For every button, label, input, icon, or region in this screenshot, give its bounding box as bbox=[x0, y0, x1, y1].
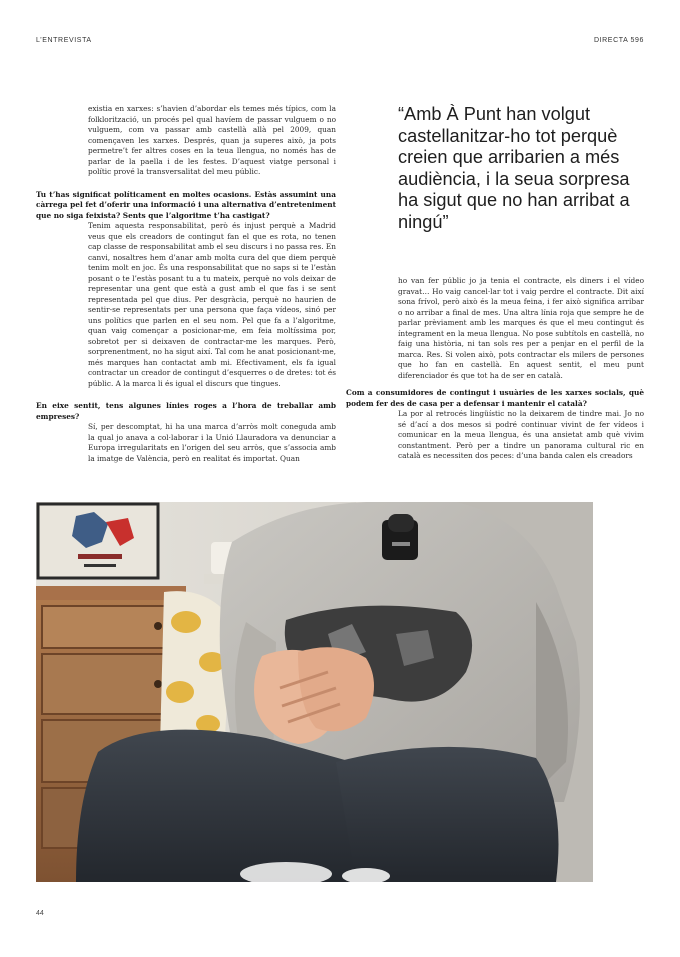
question-3: Com a consumidores de contingut i usuàries de les xarxes socials, què podem fer des de casa per a defensar i mantenir el català? bbox=[346, 388, 644, 408]
answer-3: La por al retrocés lingüístic no la deixarem de tindre mai. Jo no sé d’ací a dos mesos si podré continuar vivint de fer vídeos i comunicar en la meua llengua, és una ansietat amb què vivim constantment. Però per a tindre un panorama cultural ric en català es necessiten dos peces: d’una banda calen els creadors bbox=[398, 409, 644, 460]
jeans bbox=[76, 730, 559, 882]
microphone bbox=[382, 514, 418, 560]
section-label: L’ENTREVISTA bbox=[36, 37, 92, 44]
wall-poster bbox=[38, 504, 158, 578]
interview-photo bbox=[36, 502, 593, 882]
intro-paragraph: existia en xarxes: s’havien d’abordar els temes més típics, com la folklorització, un procés pel qual havíem de passar vulguem o no vulguem, com va passar amb castellà allà pel 2009, quan començaven les xarxes. Després, quan ja superes això, ja pots permetre’t fer altres coses en la teua llengua, no només has de parlar de la paella i de les festes. D’aquest viatge personal i polític prové la transversalitat del meu públic. bbox=[88, 104, 336, 176]
right-column bbox=[346, 276, 644, 462]
answer-2-continued: ho van fer públic jo ja tenia el contracte, els diners i el vídeo gravat… Ho vaig cancel·lar tot i vaig perdre el contracte. Dit així sona frívol, però això és la meua feina, i fer això significa arribar o no arribar a final de mes. Una altra línia roja que sempre he de parlar prèviament amb les marques és que el meu contingut és íntegrament en la meua llengua. No pose subtítols en castellà, no faig una història, ni tan sols res per a penjar en el perfil de la marca. Res. Si volen això, pots contractar els milers de persones que ho fan en castellà. En aquest sentit, el meu punt diferenciador és que tot ha de ser en català. bbox=[398, 276, 644, 380]
magazine-issue: DIRECTA 596 bbox=[593, 37, 644, 44]
question-2: En eixe sentit, tens algunes línies roges a l’hora de treballar amb empreses? bbox=[36, 401, 336, 421]
page-number: 44 bbox=[36, 910, 44, 917]
question-1: Tu t’has significat políticament en moltes ocasions. Estàs assumint una càrrega pel fet d’oferir una informació i una alternativa d’entreteniment que no siga feixista? Sents que l’algoritme t’ha castigat? bbox=[36, 189, 336, 220]
pull-quote: “Amb À Punt han volgut castellanitzar-ho tot perquè creien que arribarien a més audiència, i la seua sorpresa ha sigut que no han arribat a ningú” bbox=[398, 104, 630, 232]
left-column bbox=[36, 104, 336, 464]
answer-1: Tenim aquesta responsabilitat, però és injust perquè a Madrid veus que els creadors de contingut fan el que es rota, no tenen cap classe de responsabilitat amb el seu discurs i no passa res. En canvi, nosaltres hem d’anar amb molta cura del que diem perquè tenim molt en joc. És una responsabilitat que no saps si te l’estàn posant o te l’estàs posant tu a tu mateix, perquè no vols deixar de representar una gent que està a gust amb el que fas i se sent representada pel que dius. Per desgràcia, perquè no haurien de sentir-se representats per una persona que faça vídeos, sinó per uns polítics que parlen en el seu nom. Pel que fa a l’algoritme, quan vaig començar a posicionar-me, em feia moltíssima por, sobretot per si deixaven de contractar-me les marques. Però, sorprenentment, no ha sigut així. Tal com he anat posicionant-me, més marques han contactat amb mi. Efectivament, els fa igual contractar un creador de contingut d’esquerres o de dretes: tot és públic. A la marca li és igual el discurs que tingues. bbox=[88, 221, 336, 388]
answer-2: Sí, per descomptat, hi ha una marca d’arròs molt coneguda amb la qual jo anava a col·laborar i la Unió Llauradora va denunciar a Europa irregularitats en l’origen del seu arròs, que s’associa amb la imatge de València, però en realitat és importat. Quan bbox=[88, 422, 336, 463]
